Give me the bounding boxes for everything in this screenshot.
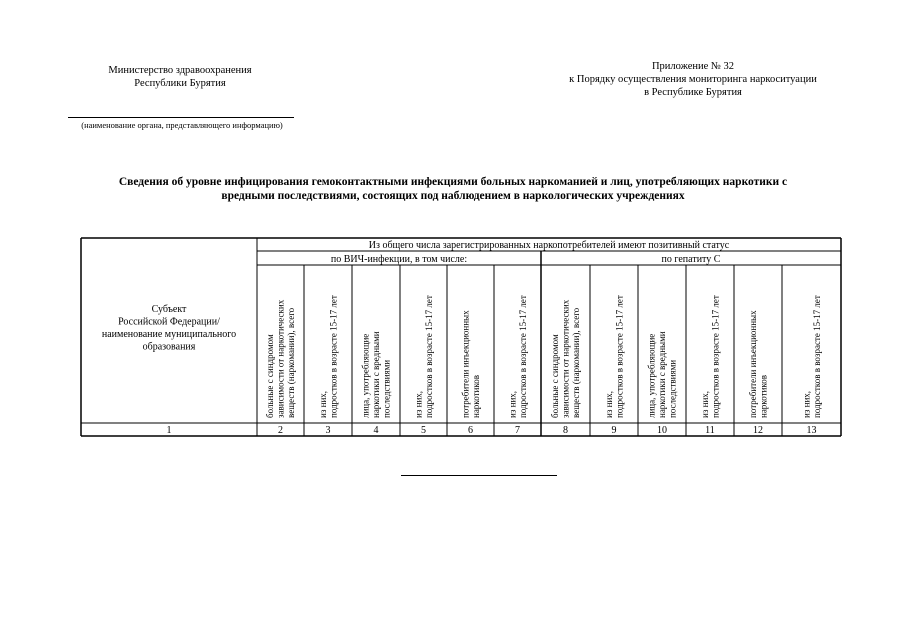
column-header-10: наркотики с вредными xyxy=(657,331,667,418)
column-number-13: 13 xyxy=(806,425,817,436)
column-header-2: веществ (наркомании), всего xyxy=(286,307,296,418)
column-header-2: зависимости от наркотических xyxy=(275,299,286,418)
column-header-6: наркотиков xyxy=(470,374,481,418)
column-header-9: из них, xyxy=(603,390,614,418)
appendix-line3: в Республике Бурятия xyxy=(644,87,742,98)
column-number-5: 5 xyxy=(421,425,426,436)
column-header-12: потребители инъекционных xyxy=(747,310,758,418)
column-header-10: лица, употребляющие xyxy=(646,333,657,418)
column-number-11: 11 xyxy=(705,425,715,436)
column-number-4: 4 xyxy=(373,425,379,436)
column-header-6: потребители инъекционных xyxy=(460,310,471,418)
column-header-10: последствиями xyxy=(667,359,678,418)
bottom-rule xyxy=(401,475,557,476)
subject-header-line: образования xyxy=(142,341,196,353)
column-header-9: подростков в возрасте 15-17 лет xyxy=(614,295,625,418)
column-number-2: 2 xyxy=(278,425,283,436)
ministry-line1: Министерство здравоохранения xyxy=(108,65,252,76)
column-header-8: зависимости от наркотических xyxy=(560,299,571,418)
column-number-8: 8 xyxy=(563,425,568,436)
column-number-9: 9 xyxy=(611,425,617,436)
column-header-12: наркотиков xyxy=(758,374,769,418)
column-number-7: 7 xyxy=(515,425,520,436)
column-header-7: из них, xyxy=(507,390,518,418)
ministry-line2: Республики Бурятия xyxy=(134,78,226,89)
column-number-6: 6 xyxy=(468,425,473,436)
column-number-3: 3 xyxy=(325,425,331,436)
subject-header-line: Субъект xyxy=(151,304,187,315)
column-header-3: подростков в возрасте 15-17 лет xyxy=(328,295,339,418)
column-number-1: 1 xyxy=(166,425,172,436)
column-header-2: больные с синдромом xyxy=(265,334,275,418)
appendix-line1: Приложение № 32 xyxy=(651,61,735,72)
appendix-line2: к Порядку осуществления мониторинга наркоситуации xyxy=(569,74,817,85)
column-header-7: подростков в возрасте 15-17 лет xyxy=(517,295,528,418)
column-header-3: из них, xyxy=(317,390,328,418)
column-header-5: из них, xyxy=(413,390,424,418)
subject-header-line: Российской Федерации/ xyxy=(118,316,220,328)
column-header-5: подростков в возрасте 15-17 лет xyxy=(423,295,434,418)
title-line1: Сведения об уровне инфицирования гемоконтактными инфекциями больных наркоманией и лиц, употребляющих наркотики с xyxy=(118,176,788,188)
column-header-4: лица, употребляющие xyxy=(360,333,371,418)
subject-header-line: наименование муниципального xyxy=(101,329,237,340)
column-header-8: больные с синдромом xyxy=(550,334,560,418)
column-header-8: веществ (наркомании), всего xyxy=(571,307,581,418)
column-header-11: из них, xyxy=(699,390,710,418)
organ-caption: (наименование органа, представляющего информацию) xyxy=(81,120,283,130)
group-header: Из общего числа зарегистрированных наркопотребителей имеют позитивный статус xyxy=(368,240,730,251)
column-number-10: 10 xyxy=(657,425,667,436)
hepatitis-header: по гепатиту С xyxy=(661,254,721,265)
column-number-12: 12 xyxy=(753,425,763,436)
column-header-4: наркотики с вредными xyxy=(371,331,381,418)
hiv-header: по ВИЧ-инфекции, в том числе: xyxy=(330,254,468,265)
column-header-11: подростков в возрасте 15-17 лет xyxy=(710,295,721,418)
title-line2: вредными последствиями, состоящих под наблюдением в наркологических учреждениях xyxy=(221,190,685,202)
column-header-13: из них, xyxy=(801,390,812,418)
column-header-13: подростков в возрасте 15-17 лет xyxy=(811,295,822,418)
column-header-4: последствиями xyxy=(381,359,392,418)
